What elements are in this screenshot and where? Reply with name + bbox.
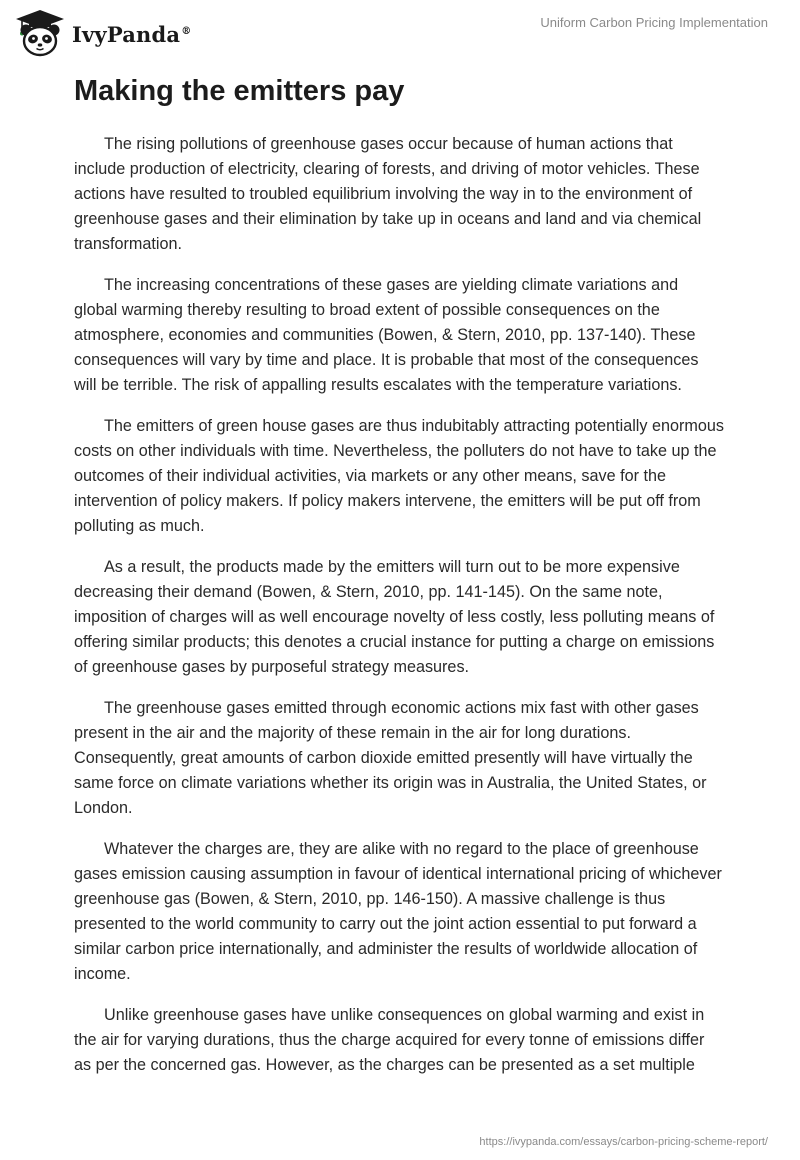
paragraph: The increasing concentrations of these gases are yielding climate variations and global warming thereby resulting to broad extent of possible consequences on the atmosphere, economies and communities (Bowen, & Stern, 2010, pp. 137-140). These consequences will vary by time and place. It is probable that most of the consequences will be terrible. The risk of appalling results escalates with the temperature variations. [74,276,699,394]
paragraph: The rising pollutions of greenhouse gases occur because of human actions that include production of electricity, clearing of forests, and driving of motor vehicles. These actions have resulted to troubled equilibrium involving the way in to the environment of greenhouse gases and their elimination by take up in oceans and land and via chemical transformation. [74,135,702,253]
brand-logo[interactable] [14,8,191,60]
paragraph: Unlike greenhouse gases have unlike consequences on global warming and exist in the air for varying durations, thus the charge acquired for every tonne of emissions differ as per the concerned gas. However, as the charges can be presented as a set multiple [74,1006,705,1074]
registered-mark: ® [181,25,192,37]
source-url[interactable]: https://ivypanda.com/essays/carbon-pricing-scheme-report/ [479,1136,768,1148]
article-heading: Making the emitters pay [74,75,405,107]
panda-graduation-cap-icon [14,8,66,60]
page-header [0,0,800,64]
paragraph: The greenhouse gases emitted through economic actions mix fast with other gases present in the air and the majority of these remain in the air for long durations. Consequently, great amounts of carbon dioxide emitted presently will have virtually the same force on climate variations whether its origin was in Australia, the United States, or London. [74,699,707,817]
article-body [74,70,724,1094]
brand-name: IvyPanda® [72,21,192,47]
paragraph: The emitters of green house gases are thus indubitably attracting potentially enormous costs on other individuals with time. Nevertheless, the polluters do not have to take up the outcomes of their individual activities, via markets or any other means, save for the intervention of policy makers. If policy makers intervene, the emitters will be put off from polluting as much. [74,417,724,535]
paragraph: As a result, the products made by the emitters will turn out to be more expensive decreasing their demand (Bowen, & Stern, 2010, pp. 141-145). On the same note, imposition of charges will as well encourage novelty of less costly, less polluting means of offering similar products; this denotes a crucial instance for putting a charge on emissions of greenhouse gases by purposeful strategy measures. [74,558,715,676]
document-title: Uniform Carbon Pricing Implementation [540,15,768,30]
paragraph: Whatever the charges are, they are alike with no regard to the place of greenhouse gases emission causing assumption in favour of identical international pricing of whichever greenhouse gas (Bowen, & Stern, 2010, pp. 146-150). A massive challenge is thus presented to the world community to carry out the joint action essential to put forward a similar carbon price internationally, and administer the results of worldwide allocation of income. [74,840,722,983]
